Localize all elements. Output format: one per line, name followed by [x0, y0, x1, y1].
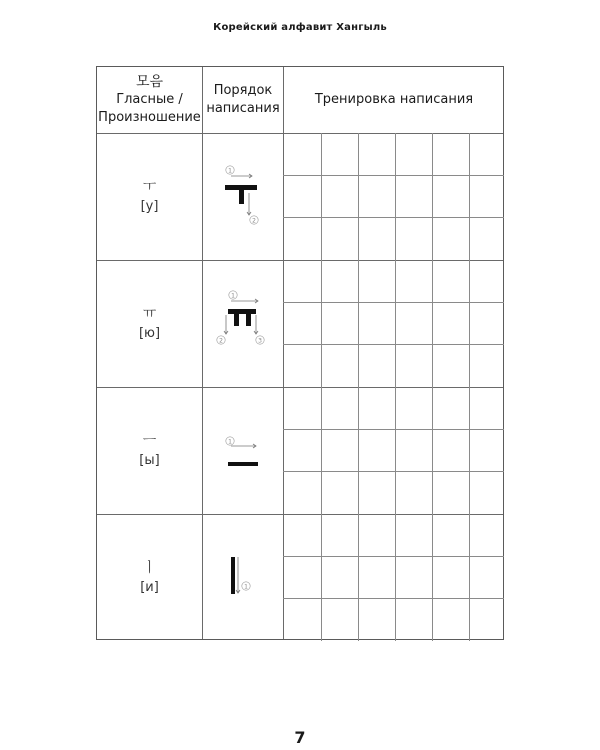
jamo-stroke — [228, 462, 258, 466]
stroke-arrow-1 — [231, 444, 256, 448]
grid-line — [358, 133, 359, 641]
stroke-arrow-1 — [231, 299, 258, 303]
grid-line — [283, 302, 504, 303]
vowel-cell — [97, 133, 202, 260]
header-practice-label: Тренировка написания — [314, 92, 474, 107]
stroke-arrow-2 — [224, 315, 228, 334]
header-vowels — [97, 67, 202, 133]
stroke-order-eu — [203, 387, 283, 514]
stroke-number: 1 — [228, 167, 232, 175]
page-number: 7 — [294, 728, 306, 747]
jamo-stroke — [239, 190, 244, 204]
stroke-number: 2 — [252, 217, 256, 225]
vowel-cell — [97, 260, 202, 387]
grid-line — [432, 133, 433, 641]
vowel-pronunciation: [и] — [140, 579, 159, 595]
stroke-number: 1 — [231, 292, 235, 300]
grid-line — [321, 133, 322, 641]
vowel-jamo: ㅜ — [142, 178, 157, 195]
grid-line — [283, 556, 504, 557]
stroke-number: 3 — [258, 337, 262, 345]
vowel-cell — [97, 387, 202, 514]
stroke-order-i — [203, 514, 283, 641]
grid-line — [283, 175, 504, 176]
vowel-pronunciation: [ю] — [138, 325, 161, 341]
header-stroke-order-line2: написания — [206, 101, 280, 116]
grid-line — [283, 598, 504, 599]
header-vowels-korean: 모음 — [135, 74, 164, 90]
stroke-arrow-1 — [231, 174, 252, 178]
grid-line — [283, 344, 504, 345]
vowel-jamo: ㅡ — [142, 432, 157, 449]
stroke-order-yu — [203, 260, 283, 387]
stroke-arrow-2 — [247, 193, 251, 215]
header-vowels-line1: Гласные / — [116, 92, 183, 107]
stroke-arrow-3 — [254, 315, 258, 334]
jamo-stroke — [231, 557, 235, 594]
grid-line — [283, 471, 504, 472]
vowel-jamo: ㅣ — [142, 559, 157, 576]
stroke-number: 2 — [219, 337, 223, 345]
vowel-cell — [97, 514, 202, 641]
jamo-stroke — [234, 314, 239, 326]
column-divider — [283, 67, 284, 639]
header-practice — [284, 67, 504, 133]
jamo-stroke — [246, 314, 251, 326]
jamo-stroke — [228, 309, 256, 314]
grid-line — [469, 133, 470, 641]
vowel-pronunciation: [у] — [140, 198, 159, 214]
vowel-jamo: ㅠ — [142, 305, 157, 322]
page-header-title: Корейский алфавит Хангыль — [213, 22, 387, 33]
practice-table — [96, 66, 504, 640]
stroke-number: 1 — [244, 583, 248, 591]
header-vowels-line2: Произношение — [98, 110, 201, 125]
vowel-pronunciation: [ы] — [139, 452, 160, 468]
stroke-order-u — [203, 133, 283, 260]
jamo-stroke — [225, 185, 257, 190]
header-stroke-order-line1: Порядок — [213, 83, 273, 98]
header-stroke-order — [203, 67, 283, 133]
grid-line — [283, 217, 504, 218]
stroke-arrow-1 — [236, 557, 240, 593]
grid-line — [395, 133, 396, 641]
stroke-number: 1 — [228, 438, 232, 446]
grid-line — [283, 429, 504, 430]
